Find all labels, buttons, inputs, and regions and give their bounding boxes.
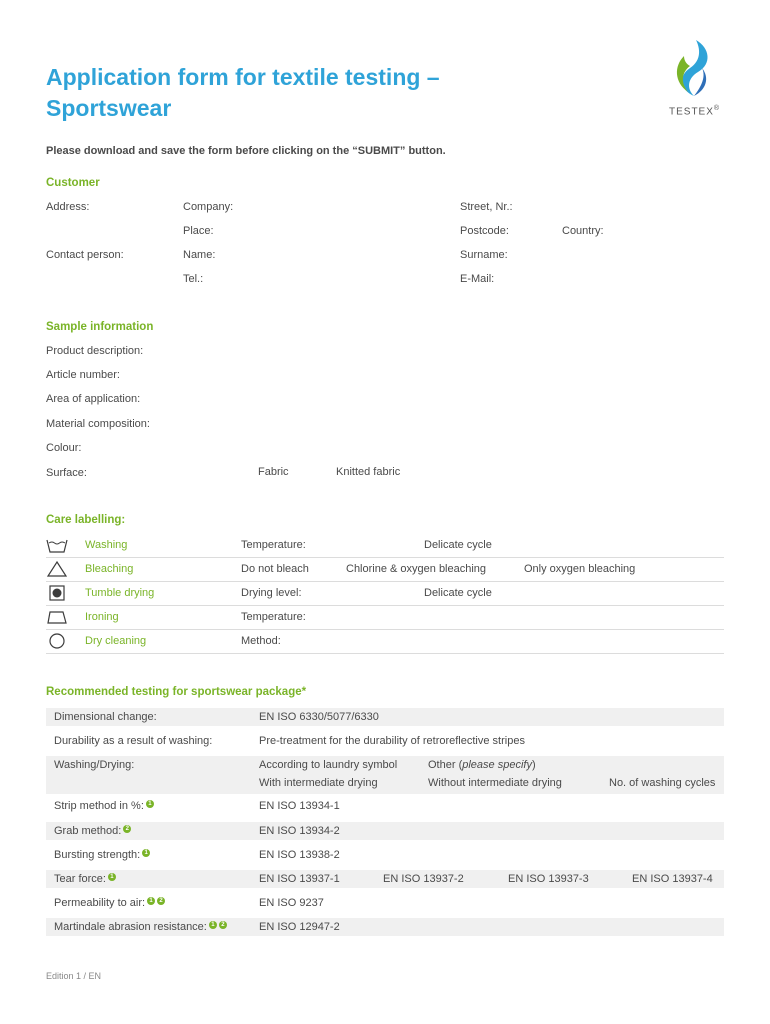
tear-force-standard-3[interactable]: EN ISO 13937-3 xyxy=(508,873,589,885)
dimensional-change-label: Dimensional change: xyxy=(54,711,157,723)
ironing-label: Ironing xyxy=(85,611,119,623)
care-row-divider xyxy=(46,605,724,606)
edition-footer: Edition 1 / EN xyxy=(46,971,102,981)
postcode-field[interactable]: Postcode: xyxy=(460,225,509,237)
page-title xyxy=(46,62,506,124)
surface-fabric-option[interactable]: Fabric xyxy=(258,466,289,478)
care-row-divider xyxy=(46,629,724,630)
washing-cycles-field[interactable]: No. of washing cycles xyxy=(609,777,716,789)
tel-field[interactable]: Tel.: xyxy=(183,273,204,285)
washing-temperature-field[interactable]: Temperature: xyxy=(241,539,306,551)
article-number-field[interactable]: Article number: xyxy=(46,369,120,381)
title-line-1: Application form for textile testing – xyxy=(46,64,440,90)
oxygen-bleach-option[interactable]: Only oxygen bleaching xyxy=(524,563,636,575)
submit-notice: Please download and save the form before clicking on the “SUBMIT” button. xyxy=(46,145,446,157)
place-field[interactable]: Place: xyxy=(183,225,214,237)
care-row-divider xyxy=(46,653,724,654)
bursting-strength-standard[interactable]: EN ISO 13938-2 xyxy=(259,849,340,861)
grab-method-standard[interactable]: EN ISO 13934-2 xyxy=(259,825,340,837)
bleaching-label: Bleaching xyxy=(85,563,134,575)
care-heading: Care labelling: xyxy=(46,514,126,526)
other-specify-option[interactable]: Other (please specify) xyxy=(428,759,536,771)
martindale-standard[interactable]: EN ISO 12947-2 xyxy=(259,921,340,933)
testing-heading: Recommended testing for sportswear package* xyxy=(46,686,307,698)
contact-person-label: Contact person: xyxy=(46,249,124,261)
company-field[interactable]: Company: xyxy=(183,201,234,213)
tumble-delicate-option[interactable]: Delicate cycle xyxy=(424,587,492,599)
sample-heading: Sample information xyxy=(46,321,154,333)
name-field[interactable]: Name: xyxy=(183,249,216,261)
tear-force-standard-2[interactable]: EN ISO 13937-2 xyxy=(383,873,464,885)
air-permeability-label: Permeability to air: 1 2 xyxy=(54,897,165,909)
footnote-2-icon: 2 xyxy=(219,921,227,929)
washing-tub-icon xyxy=(46,538,68,554)
email-field[interactable]: E-Mail: xyxy=(460,273,495,285)
tear-force-label: Tear force: 1 xyxy=(54,873,116,885)
footnote-1-icon: 1 xyxy=(146,800,154,808)
table-row-band xyxy=(46,822,724,840)
logo-text: TESTEX® xyxy=(669,105,721,118)
tear-force-standard-1[interactable]: EN ISO 13937-1 xyxy=(259,873,340,885)
material-composition-field[interactable]: Material composition: xyxy=(46,418,150,430)
surname-field[interactable]: Surname: xyxy=(460,249,508,261)
care-row-divider xyxy=(46,581,724,582)
footnote-2-icon: 2 xyxy=(123,825,131,833)
footnote-1-icon: 1 xyxy=(147,897,155,905)
dry-cleaning-label: Dry cleaning xyxy=(85,635,147,647)
bursting-strength-label: Bursting strength: 1 xyxy=(54,849,150,861)
street-field[interactable]: Street, Nr.: xyxy=(460,201,513,213)
washing-drying-label: Washing/Drying: xyxy=(54,759,135,771)
dry-cleaning-circle-icon xyxy=(46,633,68,649)
strip-method-standard[interactable]: EN ISO 13934-1 xyxy=(259,800,340,812)
area-of-application-field[interactable]: Area of application: xyxy=(46,393,141,405)
martindale-label: Martindale abrasion resistance: 1 2 xyxy=(54,921,227,933)
colour-field[interactable]: Colour: xyxy=(46,442,82,454)
no-intermediate-drying-option[interactable]: Without intermediate drying xyxy=(428,777,562,789)
intermediate-drying-option[interactable]: With intermediate drying xyxy=(259,777,378,789)
customer-heading: Customer xyxy=(46,177,100,189)
title-line-2: Sportswear xyxy=(46,95,172,121)
grab-method-label: Grab method: 2 xyxy=(54,825,131,837)
washing-label: Washing xyxy=(85,539,128,551)
country-field[interactable]: Country: xyxy=(562,225,604,237)
durability-label: Durability as a result of washing: xyxy=(54,735,213,747)
footnote-1-icon: 1 xyxy=(108,873,116,881)
footnote-1-icon: 1 xyxy=(209,921,217,929)
tear-force-standard-4[interactable]: EN ISO 13937-4 xyxy=(632,873,713,885)
surface-label: Surface: xyxy=(46,467,87,479)
testex-logo-icon xyxy=(666,38,716,100)
washing-delicate-option[interactable]: Delicate cycle xyxy=(424,539,492,551)
drying-level-field[interactable]: Drying level: xyxy=(241,587,302,599)
tumble-drying-label: Tumble drying xyxy=(85,587,155,599)
footnote-2-icon: 2 xyxy=(157,897,165,905)
product-description-field[interactable]: Product description: xyxy=(46,345,144,357)
do-not-bleach-option[interactable]: Do not bleach xyxy=(241,563,309,575)
footnote-1-icon: 1 xyxy=(142,849,150,857)
ironing-icon xyxy=(46,609,68,625)
durability-option[interactable]: Pre-treatment for the durability of retroreflective stripes xyxy=(259,735,525,747)
care-row-divider xyxy=(46,557,724,558)
tumble-drying-icon xyxy=(46,585,68,601)
strip-method-label: Strip method in %: 1 xyxy=(54,800,154,812)
ironing-temperature-field[interactable]: Temperature: xyxy=(241,611,306,623)
bleaching-triangle-icon xyxy=(46,561,68,577)
surface-knitted-option[interactable]: Knitted fabric xyxy=(336,466,401,478)
address-label: Address: xyxy=(46,201,90,213)
dry-cleaning-method-field[interactable]: Method: xyxy=(241,635,281,647)
dimensional-change-standard[interactable]: EN ISO 6330/5077/6330 xyxy=(259,711,379,723)
air-permeability-standard[interactable]: EN ISO 9237 xyxy=(259,897,324,909)
chlorine-bleach-option[interactable]: Chlorine & oxygen bleaching xyxy=(346,563,487,575)
laundry-symbol-option[interactable]: According to laundry symbol xyxy=(259,759,398,771)
